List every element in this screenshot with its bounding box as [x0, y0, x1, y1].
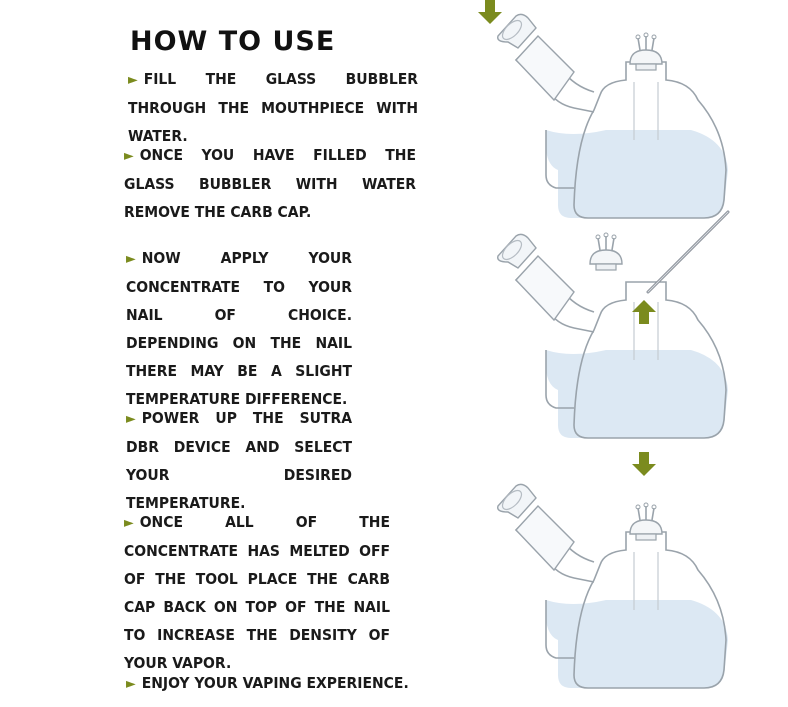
carb-cap-icon: [590, 233, 622, 270]
bullet-icon: ►: [126, 251, 136, 267]
step-text: ENJOY YOUR VAPING EXPERIENCE.: [141, 674, 409, 692]
step-text: ONCE ALL OF THE CONCENTRATE HAS MELTED OFF OF THE TOOL PLACE THE CARB CAP BACK ON TOP OF THE NAIL TO INCREASE THE DENSITY OF YOUR VAPOR.: [124, 513, 390, 672]
step-text: FILL THE GLASS BUBBLER THROUGH THE MOUTHPIECE WITH WATER.: [128, 70, 418, 145]
carb-cap-icon: [630, 503, 662, 540]
bubbler-illustration-fill: [466, 0, 756, 230]
bubbler-illustration-apply: [466, 210, 756, 450]
arrow-down-icon: [632, 452, 656, 476]
bullet-icon: ►: [128, 72, 138, 88]
bubbler-illustration-cap: [466, 450, 756, 690]
step-remove-cap: [124, 141, 416, 226]
page-title: HOW TO USE: [130, 26, 336, 57]
step-power-up: [126, 404, 352, 517]
step-fill: [128, 65, 418, 150]
arrow-up-icon: [632, 300, 656, 324]
bullet-icon: ►: [124, 148, 134, 164]
carb-cap-icon: [630, 33, 662, 70]
bullet-icon: ►: [124, 515, 134, 531]
step-text: NOW APPLY YOUR CONCENTRATE TO YOUR NAIL OF CHOICE. DEPENDING ON THE NAIL THERE MAY BE A SLIGHT TEMPERATURE DIFFERENCE.: [126, 249, 352, 408]
bullet-icon: ►: [126, 676, 136, 692]
step-enjoy: [126, 669, 426, 698]
step-replace-cap: [124, 508, 390, 677]
step-apply-concentrate: [126, 244, 352, 413]
step-text: POWER UP THE SUTRA DBR DEVICE AND SELECT YOUR DESIRED TEMPERATURE.: [126, 409, 352, 512]
arrow-down-icon: [478, 0, 502, 24]
step-text: ONCE YOU HAVE FILLED THE GLASS BUBBLER WITH WATER REMOVE THE CARB CAP.: [124, 146, 416, 221]
bullet-icon: ►: [126, 411, 136, 427]
